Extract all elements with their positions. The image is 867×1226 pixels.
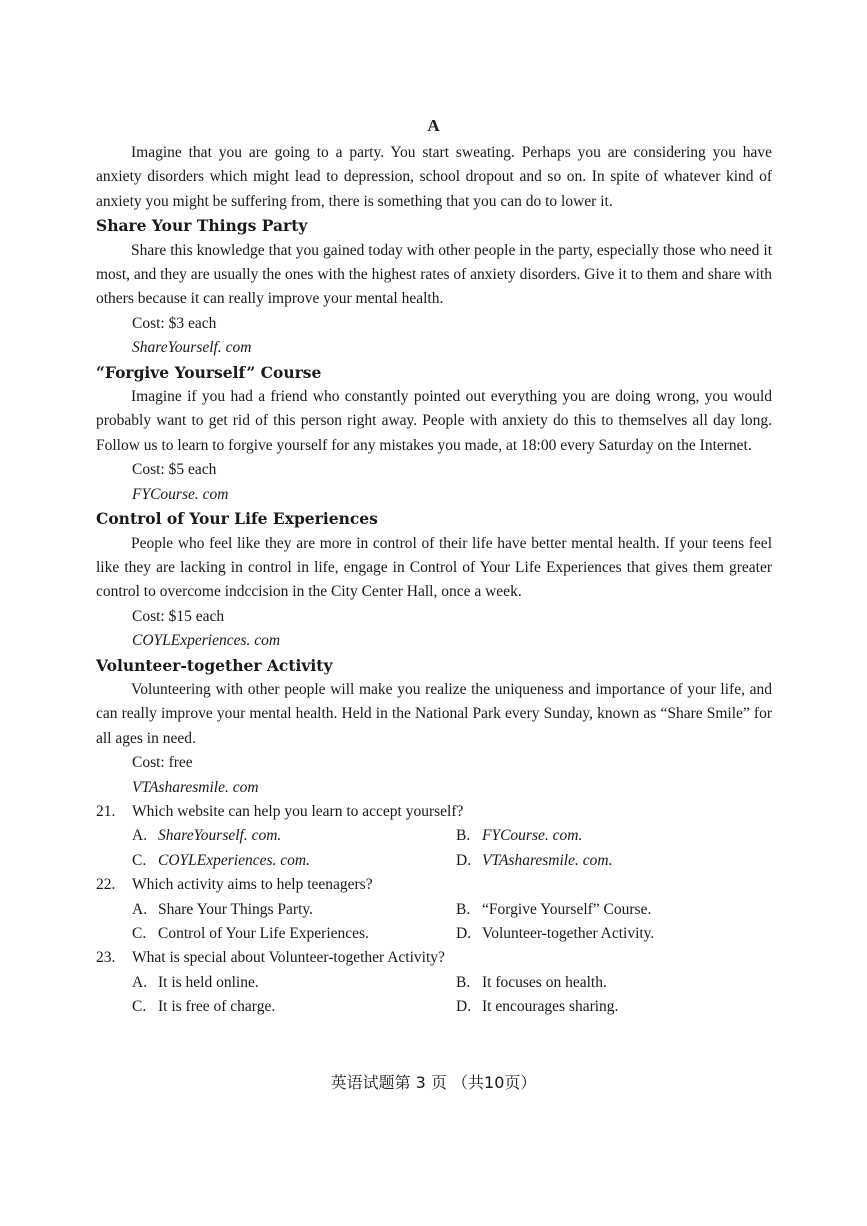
ad-cost: Cost: $5 each [132, 461, 217, 479]
ad-title: Control of Your Life Experiences [96, 509, 378, 529]
question-stem [96, 800, 772, 824]
option-letter: C. [132, 998, 147, 1016]
option-a[interactable] [132, 824, 456, 848]
option-text: ShareYourself. com. [158, 827, 282, 845]
option-text: It is free of charge. [158, 998, 276, 1016]
ad-body: Volunteering with other people will make you realize the uniqueness and importance of your life, and can really improve your mental health. Held in the National Park every Sunday, known as “Share Smile” for all ages in need. [96, 680, 772, 747]
option-d[interactable] [456, 849, 776, 873]
question-text: Which website can help you learn to accept yourself? [132, 802, 464, 820]
option-letter: A. [132, 900, 148, 918]
option-letter: D. [456, 998, 472, 1016]
ad-title: Volunteer-together Activity [96, 655, 333, 675]
option-text: Share Your Things Party. [158, 900, 314, 918]
ad-volunteer-activity [96, 654, 772, 800]
question-number: 22. [96, 876, 116, 894]
option-c[interactable] [132, 995, 456, 1019]
option-letter: A. [132, 973, 148, 991]
option-text: It focuses on health. [482, 973, 607, 991]
question-text: Which activity aims to help teenagers? [132, 876, 373, 894]
ad-body: Share this knowledge that you gained today with other people in the party, especially those who need it most, and they are usually the ones with the highest rates of anxiety disorders. Give it to them and share with others because it can really improve your mental health. [96, 241, 772, 308]
ad-title: “Forgive Yourself” Course [96, 362, 322, 382]
option-list [96, 898, 772, 947]
question-21 [96, 800, 772, 873]
ad-body: Imagine if you had a friend who constantly pointed out everything you are doing wrong, you would probably want to get rid of this person right away. People with anxiety do this to themselves all day long. Follow us to learn to forgive yourself for any mistakes you made, at 18:00 every Saturday on the Internet. [96, 388, 772, 454]
ad-cost: Cost: $3 each [132, 314, 217, 332]
question-stem [96, 873, 772, 897]
ad-website: COYLExperiences. com [132, 632, 281, 650]
ad-title: Share Your Things Party [96, 216, 308, 236]
option-letter: C. [132, 925, 147, 942]
question-stem [96, 946, 772, 970]
option-d[interactable] [456, 922, 776, 946]
option-c[interactable] [132, 922, 456, 946]
ad-website: VTAsharesmile. com [132, 778, 259, 796]
question-text: What is special about Volunteer-together Activity? [132, 949, 445, 967]
ad-website: ShareYourself. com [132, 339, 252, 357]
ad-cost: Cost: free [132, 754, 193, 772]
option-text: “Forgive Yourself” Course. [482, 900, 652, 918]
option-a[interactable] [132, 971, 456, 995]
ad-website: FYCourse. com [132, 485, 229, 503]
option-list [96, 824, 772, 873]
ad-share-party [96, 214, 772, 360]
option-letter: D. [456, 851, 472, 869]
option-b[interactable] [456, 971, 776, 995]
option-text: FYCourse. com. [482, 827, 583, 845]
option-b[interactable] [456, 898, 776, 922]
question-number: 23. [96, 949, 116, 967]
ad-body: People who feel like they are more in control of their life have better mental health. If your teens feel like they are lacking in control in life, engage in Control of Your Life Experiences that gives them greater control to overcome indccision in the City Center Hall, once a week. [96, 534, 772, 601]
question-22 [96, 873, 772, 946]
page-footer: 英语试题第 3 页 （共10页） [330, 1073, 537, 1092]
option-c[interactable] [132, 849, 456, 873]
question-23 [96, 946, 772, 1019]
ad-control-life [96, 507, 772, 653]
option-text: It is held online. [158, 973, 259, 991]
option-text: Volunteer-together Activity. [482, 925, 655, 942]
option-a[interactable] [132, 898, 456, 922]
option-text: Control of Your Life Experiences. [158, 925, 369, 942]
option-text: VTAsharesmile. com. [482, 851, 613, 869]
ad-cost: Cost: $15 each [132, 607, 225, 625]
question-number: 21. [96, 802, 116, 820]
option-letter: B. [456, 900, 471, 918]
option-letter: D. [456, 925, 472, 942]
option-list [96, 971, 772, 1020]
option-letter: B. [456, 973, 471, 991]
option-text: It encourages sharing. [482, 998, 619, 1016]
intro-paragraph: Imagine that you are going to a party. You start sweating. Perhaps you are considering you have anxiety disorders which might lead to depression, school dropout and so on. In spite of whatever kind of anxiety you might be suffering from, there is something that you can do to lower it. [96, 144, 772, 210]
option-letter: A. [132, 827, 148, 845]
section-heading: A [427, 116, 440, 135]
option-letter: B. [456, 827, 471, 845]
passage-content [96, 141, 772, 1020]
option-letter: C. [132, 851, 147, 869]
option-text: COYLExperiences. com. [158, 851, 310, 869]
option-b[interactable] [456, 824, 776, 848]
ad-forgive-course [96, 361, 772, 507]
option-d[interactable] [456, 995, 776, 1019]
